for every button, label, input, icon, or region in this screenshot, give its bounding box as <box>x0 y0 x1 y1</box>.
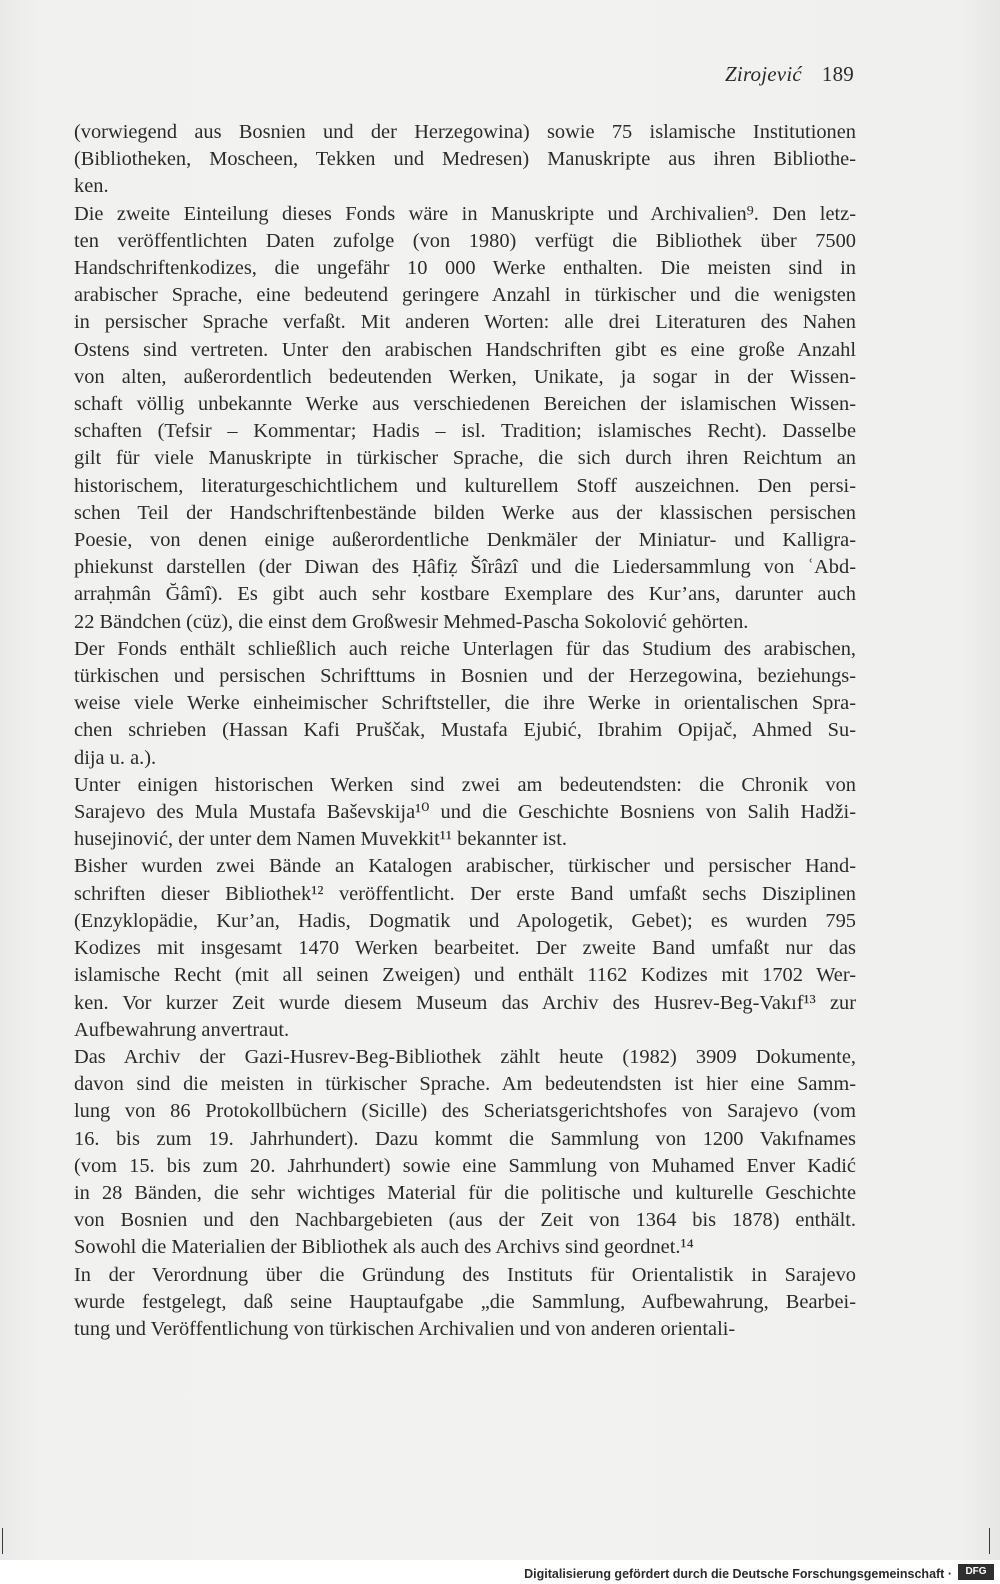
text-line: arraḥmân Ğâmî). Es gibt auch sehr kostbare Exemplare des Kur’ans, darunter auch <box>74 583 856 606</box>
text-line: (Enzyklopädie, Kur’an, Hadis, Dogmatik und Apologetik, Gebet); es wurden 795 <box>74 909 856 932</box>
text-line: husejinović, der unter dem Namen Muvekkit¹¹ bekannter ist. <box>74 828 567 851</box>
digitization-footer <box>0 1560 1000 1584</box>
text-line: historischem, literaturgeschichtlichem und kulturellem Stoff auszeichnen. Den persi- <box>74 474 856 497</box>
text-line: 22 Bändchen (cüz), die einst dem Großwesir Mehmed-Pascha Sokolović gehörten. <box>74 610 749 633</box>
text-line: schaft völlig unbekannte Werke aus verschiedenen Bereichen der islamischen Wissen- <box>74 393 856 416</box>
footer-credit-text: Digitalisierung gefördert durch die Deutsche Forschungsgemeinschaft · <box>524 1567 952 1581</box>
paragraph <box>74 201 856 636</box>
text-line: wurde festgelegt, daß seine Hauptaufgabe „die Sammlung, Aufbewahrung, Bearbei- <box>74 1290 856 1313</box>
text-line: Sarajevo des Mula Mustafa Baševskija¹⁰ und die Geschichte Bosniens von Salih Hadži- <box>74 801 856 824</box>
text-line: Das Archiv der Gazi-Husrev-Beg-Bibliothek zählt heute (1982) 3909 Dokumente, <box>74 1045 856 1068</box>
text-line: (Bibliotheken, Moscheen, Tekken und Medresen) Manuskripte aus ihren Bibliothe- <box>74 148 856 171</box>
text-line: Kodizes mit insgesamt 1470 Werken bearbeitet. Der zweite Band umfaßt nur das <box>74 937 856 960</box>
text-line: davon sind die meisten in türkischer Sprache. Am bedeutendsten ist hier eine Samm- <box>74 1073 856 1096</box>
paragraph <box>74 1044 856 1262</box>
text-line: Aufbewahrung anvertraut. <box>74 1018 290 1041</box>
text-line: ken. Vor kurzer Zeit wurde diesem Museum das Archiv des Husrev-Beg-Vakıf¹³ zur <box>74 991 856 1014</box>
text-line: (vom 15. bis zum 20. Jahrhundert) sowie eine Sammlung von Muhamed Enver Kadić <box>74 1154 856 1177</box>
crop-mark <box>989 1528 990 1554</box>
body-text <box>74 119 856 1343</box>
running-head <box>725 62 854 87</box>
text-line: gilt für viele Manuskripte in türkischer Sprache, die sich durch ihren Reichtum an <box>74 447 856 470</box>
paragraph <box>74 119 856 201</box>
text-line: lung von 86 Protokollbüchern (Sicille) des Scheriatsgerichtshofes von Sarajevo (vom <box>74 1100 856 1123</box>
text-line: arabischer Sprache, eine bedeutend geringere Anzahl in türkischer und die wenigsten <box>74 284 856 307</box>
text-line: ten veröffentlichten Daten zufolge (von 1980) verfügt die Bibliothek über 7500 <box>74 229 856 252</box>
page-number: 189 <box>821 62 854 86</box>
text-line: Poesie, von denen einige außerordentliche Denkmäler der Miniatur- und Kalligra- <box>74 529 856 552</box>
text-line: Der Fonds enthält schließlich auch reiche Unterlagen für das Studium des arabischen, <box>74 637 856 660</box>
text-line: türkischen und persischen Schrifttums in Bosnien und der Herzegowina, beziehungs- <box>74 665 856 688</box>
text-line: Die zweite Einteilung dieses Fonds wäre in Manuskripte und Archivalien⁹. Den letz- <box>74 202 856 225</box>
text-line: schaften (Tefsir – Kommentar; Hadis – isl. Tradition; islamisches Recht). Dasselbe <box>74 420 856 443</box>
text-line: in 28 Bänden, die sehr wichtiges Material für die politische und kulturelle Geschichte <box>74 1181 856 1204</box>
text-line: schen Teil der Handschriftenbestände bilden Werke aus der klassischen persischen <box>74 501 856 524</box>
text-line: in persischer Sprache verfaßt. Mit anderen Worten: alle drei Literaturen des Nahen <box>74 311 856 334</box>
text-line: schriften dieser Bibliothek¹² veröffentlicht. Der erste Band umfaßt sechs Disziplinen <box>74 882 856 905</box>
crop-mark <box>2 1528 3 1554</box>
text-line: ken. <box>74 175 109 198</box>
text-line: Sowohl die Materialien der Bibliothek als auch des Archivs sind geordnet.¹⁴ <box>74 1236 694 1259</box>
paragraph <box>74 772 856 854</box>
text-line: 16. bis zum 19. Jahrhundert). Dazu kommt die Sammlung von 1200 Vakıfnames <box>74 1127 856 1150</box>
text-line: Bisher wurden zwei Bände an Katalogen arabischer, türkischer und persischer Hand- <box>74 855 856 878</box>
paragraph <box>74 636 856 772</box>
text-line: chen schrieben (Hassan Kafi Pruščak, Mustafa Ejubić, Ibrahim Opijač, Ahmed Su- <box>74 719 856 742</box>
running-head-author: Zirojević <box>725 62 802 86</box>
text-line: tung und Veröffentlichung von türkischen Archivalien und von anderen orientali- <box>74 1317 736 1340</box>
text-line: von Bosnien und den Nachbargebieten (aus der Zeit von 1364 bis 1878) enthält. <box>74 1209 856 1232</box>
paragraph <box>74 1262 856 1344</box>
dfg-logo: DFG <box>958 1564 994 1580</box>
text-line: Ostens sind vertreten. Unter den arabischen Handschriften gibt es eine große Anzahl <box>74 338 856 361</box>
text-line: islamische Recht (mit all seinen Zweigen) und enthält 1162 Kodizes mit 1702 Wer- <box>74 964 856 987</box>
text-line: weise viele Werke einheimischer Schriftsteller, die ihre Werke in orientalischen Spra- <box>74 692 856 715</box>
text-line: In der Verordnung über die Gründung des Instituts für Orientalistik in Sarajevo <box>74 1263 856 1286</box>
text-line: Handschriftenkodizes, die ungefähr 10 000 Werke enthalten. Die meisten sind in <box>74 257 856 280</box>
text-line: von alten, außerordentlich bedeutenden Werken, Unikate, ja sogar in der Wissen- <box>74 365 856 388</box>
text-line: phiekunst darstellen (der Diwan des Ḥâfiẓ Šîrâzî und die Liedersammlung von ʿAbd- <box>74 556 856 579</box>
text-line: (vorwiegend aus Bosnien und der Herzegowina) sowie 75 islamische Institutionen <box>74 121 856 143</box>
text-line: Unter einigen historischen Werken sind zwei am bedeutendsten: die Chronik von <box>74 773 856 796</box>
paragraph <box>74 853 856 1043</box>
text-line: dija u. a.). <box>74 746 157 769</box>
